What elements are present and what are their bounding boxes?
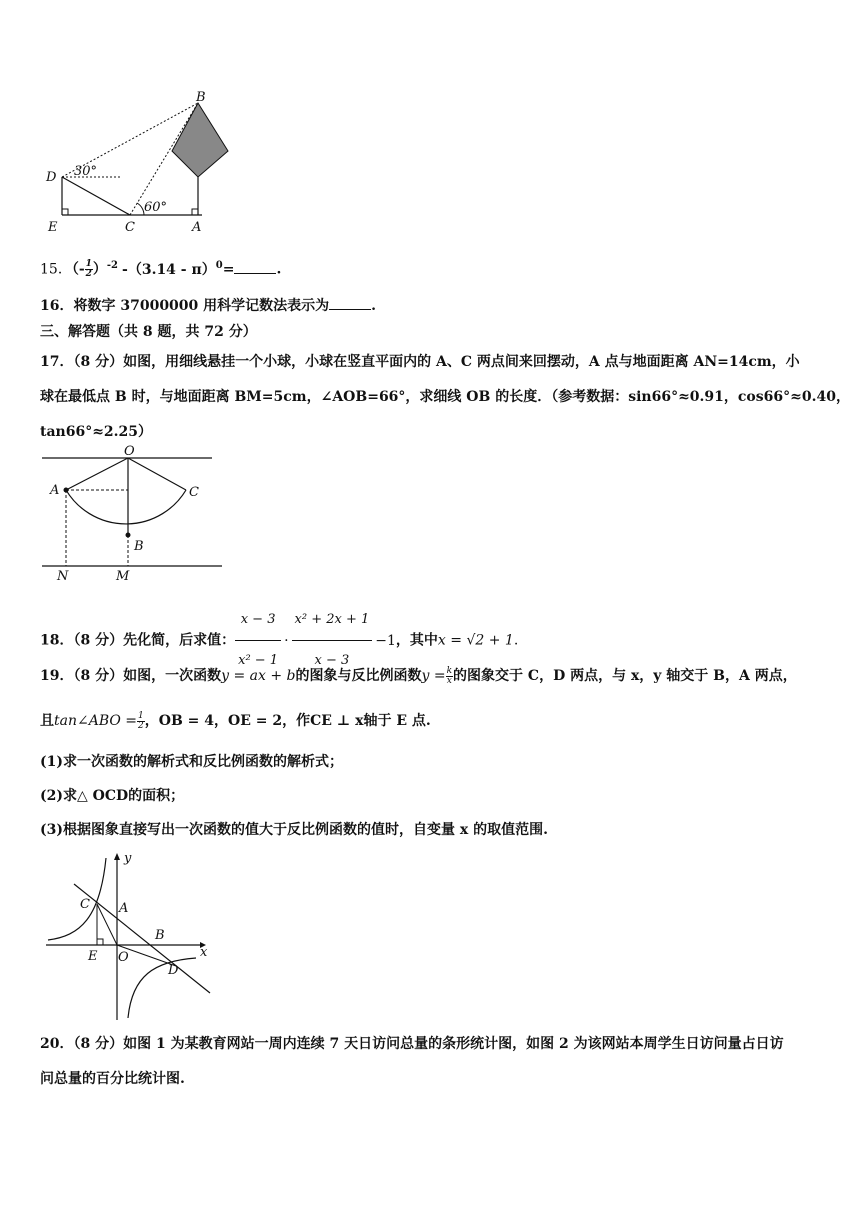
- fig17-label-A: A: [50, 483, 60, 498]
- q18-end: .: [513, 632, 519, 649]
- fig-top-label-C: C: [125, 220, 135, 235]
- q19-tan-expr: tan∠ABO =: [54, 713, 138, 729]
- fig19-label-C: C: [80, 897, 90, 912]
- q18-where: ，其中: [395, 632, 438, 649]
- q19-sub-2: (2)求△ OCD的面积；: [40, 788, 185, 804]
- q15-frac-den: 2: [85, 269, 92, 280]
- fig-top-angle-60: 60°: [144, 200, 168, 215]
- q16-text: 16．将数字 37000000 用科学记数法表示为: [40, 298, 330, 314]
- fig-top-angle-30: 30°: [74, 164, 98, 179]
- fig19-label-x: x: [200, 945, 208, 960]
- q18-dot: ·: [284, 632, 289, 649]
- q18-xval: x = √2 + 1: [437, 632, 514, 649]
- fig19-label-E: E: [88, 949, 98, 964]
- q19-line-2: [40, 711, 431, 731]
- q20-line-1: 20．（8 分）如图 1 为某教育网站一周内连续 7 天日访问总量的条形统计图，如图 2 为该网站本周学生日访问量占日访: [40, 1036, 784, 1052]
- fig-top-label-D: D: [46, 170, 57, 185]
- q20-line-2: 问总量的百分比统计图.: [40, 1071, 185, 1087]
- q15-paren-open: （-: [71, 261, 85, 278]
- q15-exp0: 0: [215, 260, 223, 271]
- q15-middle: -（3.14 - π）: [122, 261, 216, 278]
- q15-number: 15．: [40, 261, 72, 278]
- question-16: [40, 295, 376, 316]
- q19-tan-den: 2: [138, 720, 144, 731]
- q19-line2a: 且: [40, 713, 54, 729]
- q15-equals: =: [222, 261, 235, 278]
- q18-f1-num: x − 3: [235, 600, 281, 641]
- q19-sub-3: (3)根据图象直接写出一次函数的值大于反比例函数的值时，自变量 x 的取值范围.: [40, 822, 548, 838]
- q17-line-1: 17．（8 分）如图，用细线悬挂一个小球，小球在竖直平面内的 A、C 两点间来回摆动，A 点与地面距离 AN=14cm，小: [40, 354, 800, 370]
- question-15: [40, 256, 281, 280]
- q15-exponent: -2: [106, 260, 119, 271]
- fig-top-label-A: A: [192, 220, 202, 235]
- fig-top-label-E: E: [48, 220, 58, 235]
- q19-line-1: [40, 666, 797, 686]
- q15-frac-num: 1: [85, 259, 92, 270]
- q15-answer-blank: [234, 259, 276, 274]
- q19-tan-num: 1: [138, 710, 144, 721]
- q18-f2-den: x − 3: [314, 653, 350, 668]
- q19-tan-frac: [137, 712, 145, 731]
- fig19-label-y: y: [124, 851, 132, 866]
- fig17-label-O: O: [124, 444, 135, 459]
- q19-x: x: [446, 675, 452, 686]
- fig17-label-B: B: [134, 539, 144, 554]
- fig19-label-D: D: [168, 963, 179, 978]
- q15-paren-close: ）: [92, 261, 107, 278]
- fig17-label-N: N: [57, 569, 69, 584]
- q18-f1-den: x² − 1: [238, 653, 279, 668]
- q19-line1b: 的图象与反比例函数: [295, 668, 422, 684]
- fig17-label-M: M: [116, 569, 130, 584]
- figure-towers-angles: [40, 85, 240, 235]
- figure-19-graph: [40, 848, 220, 1023]
- q19-func-inverse-frac: [446, 667, 453, 686]
- fig17-label-C: C: [189, 485, 199, 500]
- fig19-label-A: A: [119, 901, 129, 916]
- fig19-label-B: B: [155, 928, 165, 943]
- q19-func-linear: y = ax + b: [221, 668, 296, 684]
- q19-k: k: [446, 665, 453, 676]
- q16-answer-blank: [329, 295, 371, 310]
- q16-end: .: [371, 298, 377, 314]
- figure-17-pendulum: [40, 442, 230, 584]
- q19-line1a: 19．（8 分）如图，一次函数: [40, 668, 222, 684]
- q15-fraction: [85, 260, 93, 279]
- q18-f2-num: x² + 2x + 1: [292, 600, 373, 641]
- q18-prefix: 18．（8 分）先化简，后求值：: [40, 632, 236, 649]
- q19-line2b: ，OB = 4，OE = 2，作CE ⊥ x轴于 E 点.: [144, 713, 431, 729]
- q18-minus1: −1: [375, 632, 396, 649]
- section-3-heading: 三、解答题（共 8 题，共 72 分）: [40, 324, 257, 340]
- fig-top-label-B: B: [196, 90, 206, 105]
- q19-func-inverse-pre: y =: [421, 668, 446, 684]
- q19-sub-1: (1)求一次函数的解析式和反比例函数的解析式；: [40, 754, 343, 770]
- fig19-label-O: O: [118, 950, 129, 965]
- q15-end: .: [276, 261, 282, 278]
- q17-line-2: 球在最低点 B 时，与地面距离 BM=5cm，∠AOB=66°，求细线 OB 的长度．（参考数据：sin66°≈0.91，cos66°≈0.40，: [40, 389, 850, 405]
- q19-line1c: 的图象交于 C，D 两点，与 x，y 轴交于 B，A 两点，: [453, 668, 797, 684]
- q17-line-3: tan66°≈2.25）: [40, 424, 153, 440]
